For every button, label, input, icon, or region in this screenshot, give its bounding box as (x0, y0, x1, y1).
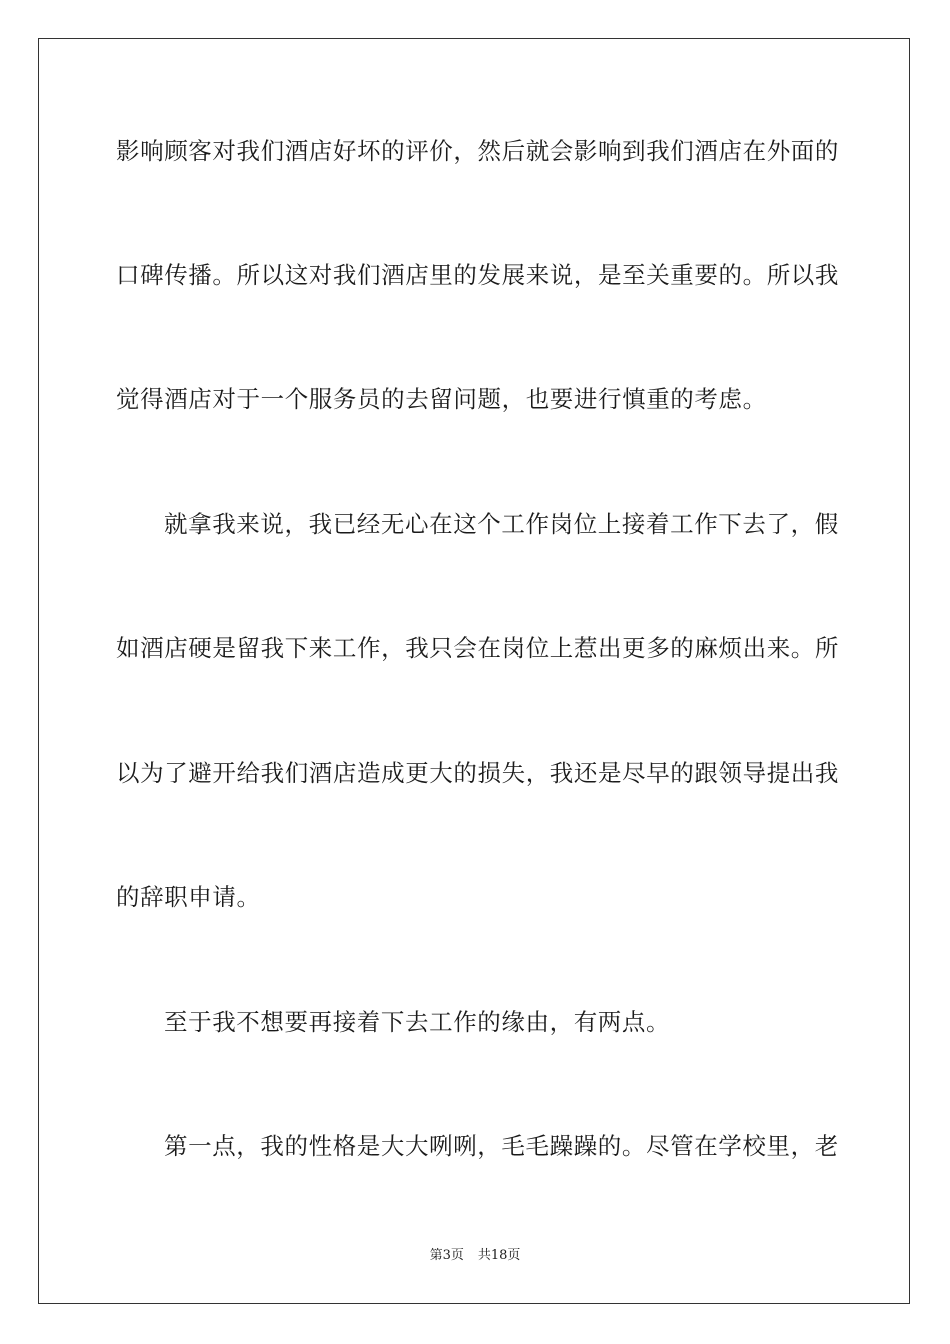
total-page-count: 共18页 (477, 1248, 521, 1263)
text-line-8: 至于我不想要再接着下去工作的缘由，有两点。 (164, 1008, 671, 1036)
page-footer (0, 1247, 950, 1265)
text-line-6: 以为了避开给我们酒店造成更大的损失，我还是尽早的跟领导提出我 (116, 759, 839, 787)
text-line-9: 第一点，我的性格是大大咧咧，毛毛躁躁的。尽管在学校里，老 (164, 1132, 839, 1160)
text-line-3: 觉得酒店对于一个服务员的去留问题，也要进行慎重的考虑。 (116, 385, 767, 413)
text-line-1: 影响顾客对我们酒店好坏的评价，然后就会影响到我们酒店在外面的 (116, 137, 839, 165)
text-line-2: 口碑传播。所以这对我们酒店里的发展来说，是至关重要的。所以我 (116, 261, 839, 289)
current-page-number: 第3页 (429, 1248, 464, 1263)
text-line-7: 的辞职申请。 (116, 883, 261, 911)
page-frame (38, 38, 910, 1304)
text-line-4: 就拿我来说，我已经无心在这个工作岗位上接着工作下去了，假 (164, 510, 839, 538)
text-line-5: 如酒店硬是留我下来工作，我只会在岗位上惹出更多的麻烦出来。所 (116, 634, 839, 662)
